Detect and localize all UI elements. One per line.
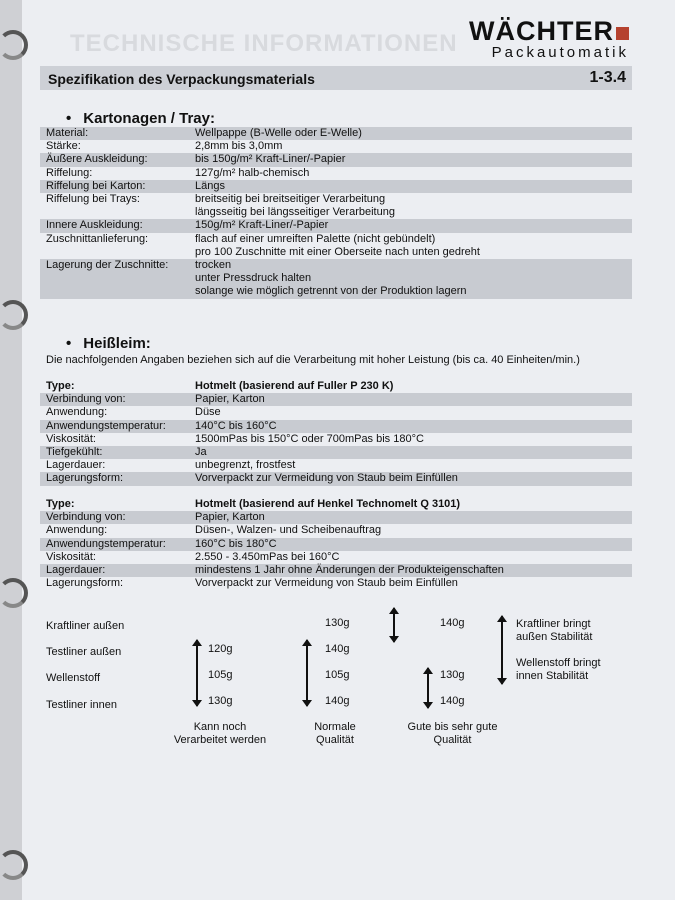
- spec-row: [40, 538, 632, 551]
- spec-value: längsseitig bei längsseitiger Verarbeitung: [195, 206, 395, 219]
- spec-key: Type:: [46, 498, 75, 510]
- spec-key: Viskosität:: [46, 432, 96, 445]
- spec-key: Lagerungsform:: [46, 472, 124, 485]
- col2-value: 140g: [325, 695, 350, 707]
- spec-key: Anwendung:: [46, 524, 108, 537]
- spec-key: Lagerung der Zuschnitte:: [46, 259, 169, 271]
- diagram-row-label: Kraftliner außen: [46, 620, 125, 632]
- spec-value: mindestens 1 Jahr ohne Änderungen der Produkteigenschaften: [195, 564, 504, 576]
- col1-value: 120g: [208, 643, 233, 655]
- spec-row: [40, 127, 632, 140]
- double-arrow-icon: [306, 640, 308, 706]
- company-logo: [469, 16, 629, 61]
- spec-value: Vorverpackt zur Vermeidung von Staub beim Einfüllen: [195, 577, 458, 590]
- spec-row: [40, 433, 632, 446]
- spec-key: Anwendung:: [46, 406, 108, 419]
- bullet-icon: •: [66, 110, 72, 127]
- spec-value: unbegrenzt, frostfest: [195, 459, 296, 472]
- spec-key: Verbindung von:: [46, 511, 126, 524]
- spec-key: Lagerungsform:: [46, 577, 124, 590]
- col2-value: 105g: [325, 669, 350, 681]
- spec-row: [40, 564, 632, 577]
- col2-value: 130g: [325, 617, 350, 629]
- col3-caption: Qualität: [433, 734, 472, 746]
- spec-key: Anwendungstemperatur:: [46, 419, 166, 432]
- spec-value: pro 100 Zuschnitte mit einer Oberseite nach unten gedreht: [195, 245, 480, 258]
- spec-value: 150g/m² Kraft-Liner/-Papier: [195, 219, 329, 232]
- spec-row: [40, 153, 632, 166]
- section-header-bar: [40, 66, 632, 90]
- note-text: innen Stabilität: [516, 670, 589, 682]
- spec-value: Papier, Karton: [195, 511, 265, 524]
- spec-row: [40, 420, 632, 433]
- diagram-row-label: Testliner außen: [46, 646, 122, 658]
- spec-row: [40, 551, 632, 564]
- spec-row: [40, 498, 632, 511]
- col1-value: 105g: [208, 669, 233, 681]
- spec-value: Ja: [195, 446, 207, 458]
- col1-caption: Kann noch: [193, 721, 247, 733]
- watermark-text: TECHNISCHE INFORMATIONEN: [70, 30, 458, 57]
- col2-caption: Normale: [314, 721, 356, 733]
- spec-row: [40, 272, 632, 285]
- spec-key: Riffelung:: [46, 166, 93, 179]
- spec-value: 2,8mm bis 3,0mm: [195, 140, 283, 153]
- spec-key: Riffelung bei Karton:: [46, 179, 146, 192]
- spec-key: Anwendungstemperatur:: [46, 537, 166, 550]
- spec-value: 127g/m² halb-chemisch: [195, 166, 310, 179]
- spec-key: Lagerdauer:: [46, 564, 106, 576]
- col2-value: 140g: [325, 643, 350, 655]
- spec-value: Hotmelt (basierend auf Henkel Technomelt Q 3101): [195, 498, 461, 510]
- col1-caption: Verarbeitet werden: [173, 734, 267, 746]
- spec-value: Hotmelt (basierend auf Fuller P 230 K): [195, 380, 394, 392]
- spec-row: [40, 167, 632, 180]
- spec-row: [40, 380, 632, 393]
- spec-row: [40, 406, 632, 419]
- spec-row: [40, 180, 632, 193]
- spec-row: [40, 459, 632, 472]
- diagram-row-label: Wellenstoff: [46, 672, 101, 684]
- spec-row: [40, 285, 632, 298]
- spec-row: [40, 524, 632, 537]
- spec-key: Innere Auskleidung:: [46, 219, 143, 232]
- spec-value: bis 150g/m² Kraft-Liner/-Papier: [195, 153, 346, 166]
- spec-row: [40, 246, 632, 259]
- double-arrow-icon: [501, 616, 503, 684]
- spec-value: 1500mPas bis 150°C oder 700mPas bis 180°C: [195, 432, 424, 445]
- col3-caption: Gute bis sehr gute: [407, 721, 498, 733]
- double-arrow-icon: [393, 608, 395, 642]
- spec-row: [40, 193, 632, 206]
- double-arrow-icon: [427, 668, 429, 708]
- spec-row: [40, 206, 632, 219]
- note-text: außen Stabilität: [516, 631, 593, 643]
- spec-row: [40, 259, 632, 272]
- spec-key: Lagerdauer:: [46, 459, 106, 472]
- spec-value: Vorverpackt zur Vermeidung von Staub beim Einfüllen: [195, 472, 458, 485]
- note-text: Wellenstoff bringt: [516, 657, 601, 669]
- spec-value: Längs: [195, 179, 225, 192]
- spec-key: Zuschnittanlieferung:: [46, 232, 149, 245]
- spec-row: [40, 393, 632, 406]
- spec-row: [40, 219, 632, 232]
- spec-value: Papier, Karton: [195, 393, 265, 406]
- spec-value: flach auf einer umreiften Palette (nicht gebündelt): [195, 232, 436, 245]
- note-text: Kraftliner bringt: [516, 618, 591, 630]
- double-arrow-icon: [196, 640, 198, 706]
- spec-value: trocken: [195, 259, 232, 271]
- spec-row: [40, 472, 632, 485]
- spec-row: [40, 511, 632, 524]
- logo-square-icon: [616, 27, 629, 40]
- spec-value: unter Pressdruck halten: [195, 272, 312, 285]
- spec-value: 2.550 - 3.450mPas bei 160°C: [195, 550, 340, 563]
- heissleim-heading: • Heißleim:: [66, 335, 151, 352]
- spec-value: 160°C bis 180°C: [195, 537, 277, 550]
- spec-value: solange wie möglich getrennt von der Produktion lagern: [195, 285, 467, 298]
- spec-row: [40, 577, 632, 590]
- page-number: 1-3.4: [589, 69, 626, 86]
- col2-caption: Qualität: [316, 734, 354, 746]
- spec-key: Tiefgekühlt:: [46, 446, 103, 458]
- spec-value: 140°C bis 160°C: [195, 419, 277, 432]
- bullet-icon: •: [66, 335, 72, 352]
- spec-key: Verbindung von:: [46, 393, 126, 406]
- spec-key: Material:: [46, 127, 89, 139]
- spec-value: Düsen-, Walzen- und Scheibenauftrag: [195, 524, 382, 537]
- spec-row: [40, 446, 632, 459]
- logo-subtitle: Packautomatik: [491, 44, 629, 61]
- heissleim-intro: Die nachfolgenden Angaben beziehen sich auf die Verarbeitung mit hoher Leistung (bis ca. 40 Einheiten/min.): [46, 354, 580, 366]
- spec-row: [40, 140, 632, 153]
- col1-value: 130g: [208, 695, 233, 707]
- diagram-row-label: Testliner innen: [46, 699, 117, 711]
- col3-value: 140g: [440, 695, 465, 707]
- col3-value: 140g: [440, 617, 465, 629]
- logo-name: WÄCHTER: [469, 16, 614, 46]
- spec-key: Äußere Auskleidung:: [46, 153, 148, 166]
- spec-row: [40, 233, 632, 246]
- col3-value: 130g: [440, 669, 465, 681]
- kartonagen-heading: • Kartonagen / Tray:: [66, 110, 215, 127]
- spec-value: breitseitig bei breitseitiger Verarbeitung: [195, 193, 386, 205]
- spec-key: Type:: [46, 380, 75, 392]
- page-title: Spezifikation des Verpackungsmaterials: [48, 71, 315, 87]
- spec-key: Riffelung bei Trays:: [46, 193, 140, 205]
- spec-key: Stärke:: [46, 140, 81, 153]
- spec-value: Düse: [195, 406, 221, 419]
- spec-value: Wellpappe (B-Welle oder E-Welle): [195, 127, 362, 139]
- spec-key: Viskosität:: [46, 550, 96, 563]
